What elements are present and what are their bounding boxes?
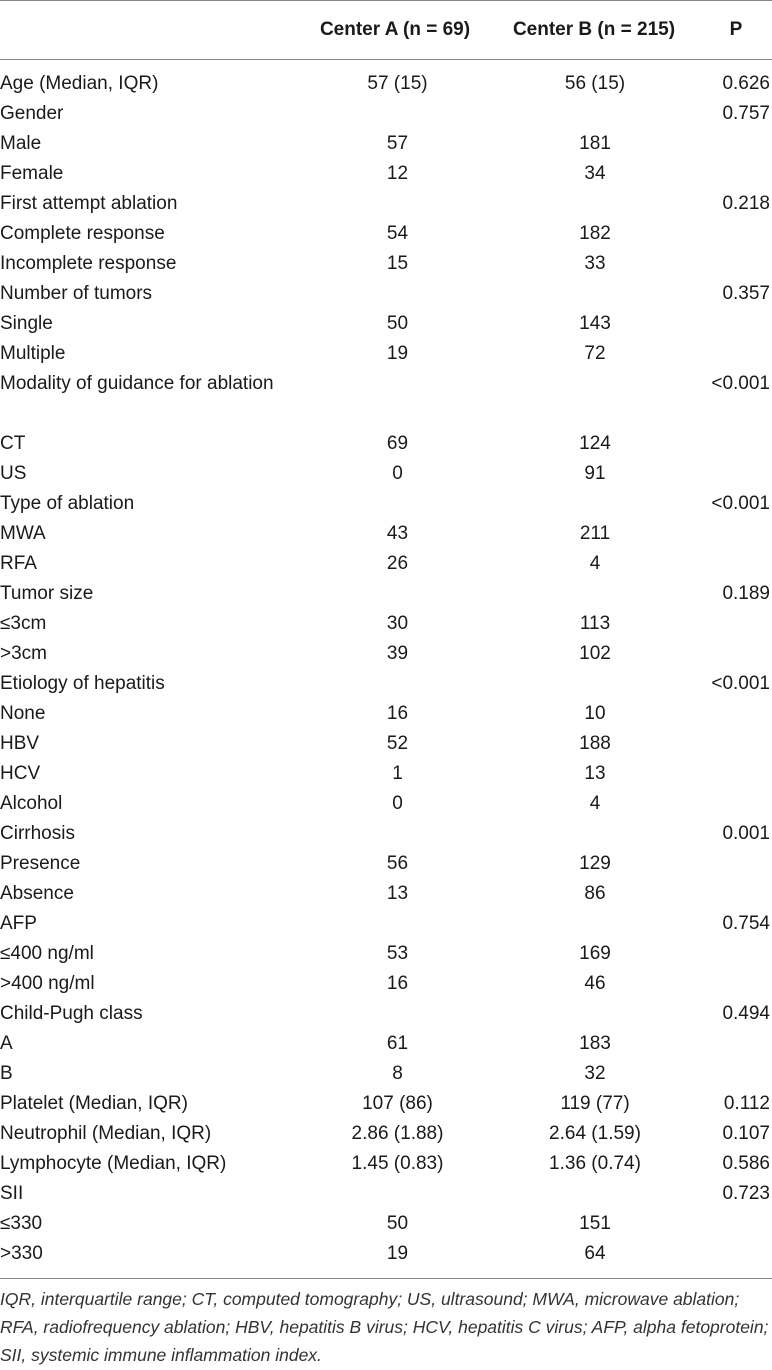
center-a-value: 50 (386, 1213, 409, 1234)
table-footnote: IQR, interquartile range; CT, computed tomography; US, ultrasound; MWA, microwave ablation; RFA, radiofrequency ablation; HBV, hepatitis B virus; HCV, hepatitis C virus; AFP, alpha fetoprotein; SII, systemic immune inflammation index. (0, 1289, 769, 1365)
table-row (0, 699, 772, 729)
table-row (0, 1089, 772, 1119)
center-a-value: 52 (386, 733, 409, 754)
center-b-value: 64 (584, 1243, 606, 1264)
row-label: Type of ablation (0, 493, 135, 514)
center-b-value: 4 (589, 793, 601, 814)
center-a-value: 57 (15) (367, 73, 428, 94)
table-row (0, 1149, 772, 1179)
table-row (0, 429, 772, 459)
row-label: AFP (0, 913, 37, 934)
row-label: B (0, 1063, 13, 1084)
center-b-value: 151 (579, 1213, 611, 1234)
table-row (0, 69, 772, 99)
table-row (0, 579, 772, 609)
row-label: SII (0, 1183, 24, 1204)
center-b-value: 86 (584, 883, 606, 904)
p-value: 0.112 (723, 1093, 770, 1114)
center-b-value: 46 (584, 973, 606, 994)
center-a-value: 12 (386, 163, 409, 184)
row-label: Gender (0, 103, 64, 124)
center-b-value: 181 (579, 133, 611, 154)
row-label: A (0, 1033, 13, 1054)
center-a-value: 54 (386, 223, 409, 244)
row-label: Absence (0, 883, 74, 904)
table-row (0, 519, 772, 549)
center-b-value: 211 (579, 523, 611, 544)
table-row (0, 1239, 772, 1269)
center-a-value: 39 (386, 643, 409, 664)
column-header-p: P (729, 19, 743, 40)
p-value: 0.754 (722, 913, 770, 934)
center-a-value: 69 (386, 433, 409, 454)
p-value: 0.189 (722, 583, 770, 604)
center-b-value: 13 (584, 763, 606, 784)
row-label: Lymphocyte (Median, IQR) (0, 1153, 227, 1174)
center-b-value: 4 (589, 553, 601, 574)
table-row (0, 999, 772, 1029)
center-b-value: 32 (584, 1063, 606, 1084)
center-a-value: 57 (386, 133, 409, 154)
center-b-value: 33 (584, 253, 606, 274)
table-row (0, 1029, 772, 1059)
center-b-value: 2.64 (1.59) (549, 1123, 641, 1144)
table-row (0, 879, 772, 909)
row-label: HBV (0, 733, 40, 754)
column-header-center-b: Center B (n = 215) (512, 19, 676, 40)
table-row (0, 1209, 772, 1239)
row-label: Male (0, 133, 42, 154)
center-a-value: 13 (386, 883, 409, 904)
center-a-value: 2.86 (1.88) (351, 1123, 444, 1144)
row-label: Complete response (0, 223, 165, 244)
center-a-value: 0 (392, 463, 403, 484)
center-a-value: 26 (386, 553, 409, 574)
row-label: >3cm (0, 643, 47, 664)
p-value: <0.001 (711, 673, 770, 694)
center-b-value: 72 (584, 343, 606, 364)
table-row (0, 729, 772, 759)
row-label: Number of tumors (0, 283, 153, 304)
center-a-value: 43 (386, 523, 409, 544)
center-b-value: 124 (579, 433, 611, 454)
row-label: Neutrophil (Median, IQR) (0, 1123, 212, 1144)
table-row (0, 789, 772, 819)
table-row (0, 909, 772, 939)
center-a-value: 19 (386, 1243, 409, 1264)
row-label: ≤3cm (0, 613, 47, 634)
center-a-value: 107 (86) (362, 1093, 433, 1114)
row-label: Modality of guidance for ablation (0, 373, 274, 394)
row-label: Alcohol (0, 793, 63, 814)
table-row (0, 669, 772, 699)
p-value: 0.107 (722, 1123, 770, 1144)
row-label: None (0, 703, 46, 724)
table-row (0, 459, 772, 489)
center-b-value: 91 (584, 463, 606, 484)
row-label: >330 (0, 1243, 43, 1264)
center-b-value: 10 (584, 703, 606, 724)
row-label: Cirrhosis (0, 823, 75, 844)
header-rule (0, 59, 772, 60)
center-b-value: 143 (579, 313, 611, 334)
p-value: 0.494 (722, 1003, 770, 1024)
center-a-value: 0 (392, 793, 403, 814)
table-row (0, 819, 772, 849)
center-a-value: 61 (386, 1033, 409, 1054)
center-a-value: 8 (392, 1063, 403, 1084)
table-row (0, 1179, 772, 1209)
row-label: First attempt ablation (0, 193, 178, 214)
table-row (0, 99, 772, 129)
center-b-value: 169 (579, 943, 611, 964)
center-a-value: 15 (386, 253, 409, 274)
row-label: MWA (0, 523, 46, 544)
center-b-value: 119 (77) (560, 1093, 630, 1114)
table-row (0, 339, 772, 369)
table-row (0, 279, 772, 309)
row-label: Female (0, 163, 64, 184)
p-value: <0.001 (711, 373, 770, 394)
column-header-center-a: Center A (n = 69) (319, 19, 471, 40)
table-row (0, 609, 772, 639)
center-b-value: 1.36 (0.74) (549, 1153, 641, 1174)
center-b-value: 129 (579, 853, 611, 874)
table-body (0, 69, 772, 1269)
row-label: ≤330 (0, 1213, 43, 1234)
center-a-value: 30 (386, 613, 409, 634)
p-value: 0.218 (722, 193, 770, 214)
table-row (0, 219, 772, 249)
p-value: <0.001 (711, 493, 770, 514)
table-row (0, 1059, 772, 1089)
p-value: 0.001 (722, 823, 770, 844)
table-row (0, 939, 772, 969)
row-label: Child-Pugh class (0, 1003, 143, 1024)
table-row (0, 249, 772, 279)
center-b-value: 183 (579, 1033, 611, 1054)
center-b-value: 113 (579, 613, 611, 634)
table-row (0, 189, 772, 219)
row-label: Age (Median, IQR) (0, 73, 159, 94)
center-b-value: 188 (579, 733, 611, 754)
table-row (0, 549, 772, 579)
center-b-value: 34 (584, 163, 606, 184)
center-a-value: 16 (386, 973, 409, 994)
row-label: Single (0, 313, 53, 334)
row-label: Platelet (Median, IQR) (0, 1093, 188, 1114)
row-label: ≤400 ng/ml (0, 943, 94, 964)
row-label: CT (0, 433, 26, 454)
row-label: RFA (0, 553, 37, 574)
center-a-value: 19 (386, 343, 409, 364)
row-label: US (0, 463, 27, 484)
table-row (0, 639, 772, 669)
center-b-value: 102 (579, 643, 611, 664)
p-value: 0.626 (722, 73, 770, 94)
table-row (0, 1119, 772, 1149)
center-a-value: 53 (386, 943, 409, 964)
row-label: Tumor size (0, 583, 94, 604)
center-a-value: 56 (386, 853, 409, 874)
table-row (0, 489, 772, 519)
table-row (0, 129, 772, 159)
table-bottom-rule (0, 1278, 772, 1279)
center-a-value: 1.45 (0.83) (351, 1153, 444, 1174)
center-a-value: 1 (392, 763, 403, 784)
table-row (0, 759, 772, 789)
p-value: 0.723 (722, 1183, 770, 1204)
row-label: Multiple (0, 343, 66, 364)
p-value: 0.757 (722, 103, 770, 124)
center-a-value: 16 (386, 703, 409, 724)
table-row (0, 159, 772, 189)
center-a-value: 50 (386, 313, 409, 334)
row-label: HCV (0, 763, 41, 784)
table-row (0, 309, 772, 339)
table-row (0, 969, 772, 999)
p-value: 0.357 (722, 283, 770, 304)
p-value: 0.586 (722, 1153, 770, 1174)
row-label: >400 ng/ml (0, 973, 95, 994)
table-row (0, 369, 772, 429)
center-b-value: 182 (579, 223, 611, 244)
row-label: Etiology of hepatitis (0, 673, 165, 694)
table-row (0, 849, 772, 879)
row-label: Presence (0, 853, 81, 874)
row-label: Incomplete response (0, 253, 177, 274)
center-b-value: 56 (15) (564, 73, 626, 94)
